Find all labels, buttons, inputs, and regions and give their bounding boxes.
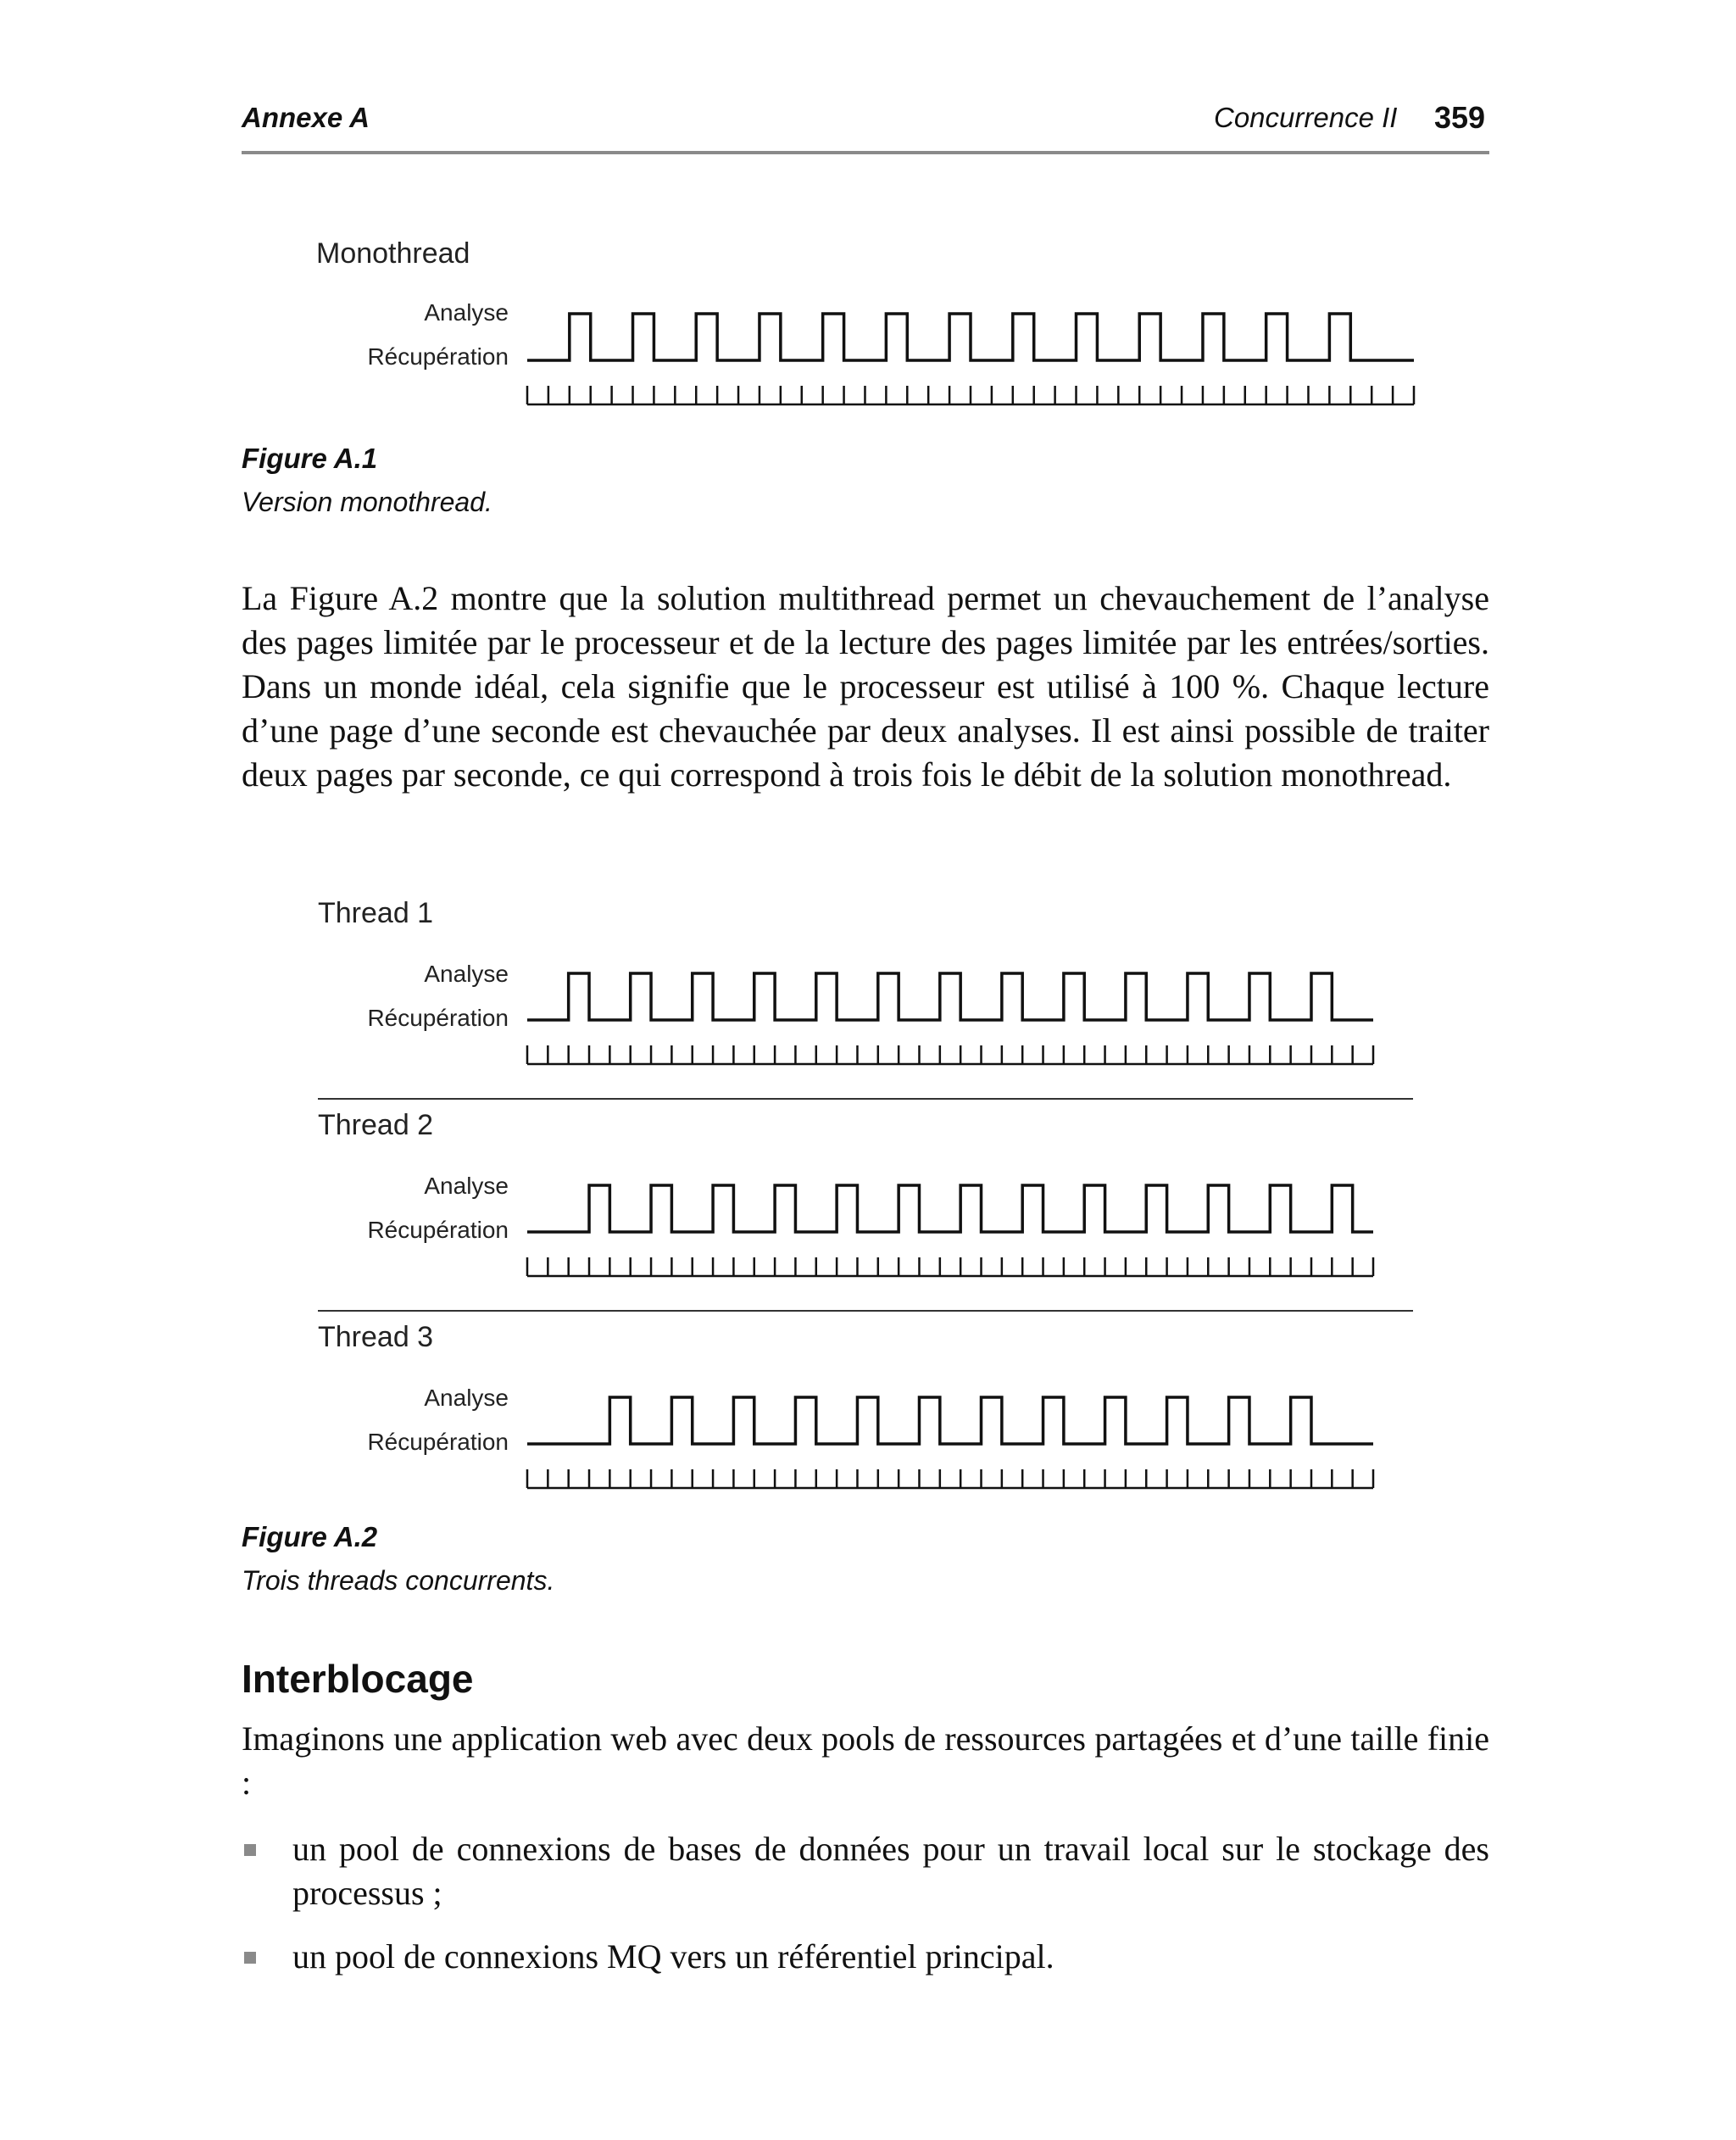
monothread-waveform	[527, 314, 1414, 360]
paragraph-interblocage: Imaginons une application web avec deux pools de ressources partagées et d’une taille finie :	[242, 1719, 1489, 1802]
thread-3-title: Thread 3	[318, 1321, 434, 1353]
running-header-title: Concurrence II	[1214, 102, 1398, 133]
figure-a1-caption-text: Version monothread.	[242, 487, 492, 517]
monothread-fetch-label: Récupération	[367, 343, 509, 370]
monothread-tick-ruler	[527, 386, 1414, 404]
thread-1-waveform	[527, 973, 1373, 1020]
section-title-interblocage: Interblocage	[242, 1657, 474, 1701]
thread-2-title: Thread 2	[318, 1109, 434, 1141]
bullet-item-2: un pool de connexions MQ vers un référentiel principal.	[292, 1937, 1054, 1976]
bullet-item-1: un pool de connexions de bases de données pour un travail local sur le stockage des processus ;	[292, 1830, 1489, 1912]
thread-3-tick-ruler	[527, 1469, 1373, 1488]
thread-2-tick-ruler	[527, 1257, 1373, 1276]
thread-2-waveform	[527, 1185, 1373, 1232]
thread-2-analysis-label: Analyse	[424, 1173, 509, 1199]
thread-3-analysis-label: Analyse	[424, 1385, 509, 1411]
thread-1-title: Thread 1	[318, 897, 434, 929]
thread-3-waveform	[527, 1397, 1373, 1444]
page-number: 359	[1434, 100, 1486, 135]
thread-1-analysis-label: Analyse	[424, 961, 509, 987]
figure-a1-caption-number: Figure A.1	[242, 443, 378, 474]
thread-1-fetch-label: Récupération	[367, 1005, 509, 1031]
paragraph-multithread: La Figure A.2 montre que la solution multithread permet un chevauchement de l’analyse des pages limitée par le processeur et de la lecture des pages limitée par les entrées/sorties. Dans un monde idéal, cela signifie que le processeur est utilisé à 100 %. Chaque lecture d’une page d’une seconde est chevauchée par deux analyses. Il est ainsi possible de traiter deux pages par seconde, ce qui correspond à trois fois le débit de la solution monothread.	[242, 579, 1489, 794]
thread-3-fetch-label: Récupération	[367, 1429, 509, 1455]
figure-a2-caption-text: Trois threads concurrents.	[242, 1565, 555, 1596]
monothread-title: Monothread	[316, 237, 470, 270]
running-header-chapter: Annexe A	[242, 102, 370, 133]
monothread-analysis-label: Analyse	[424, 299, 509, 326]
thread-1-tick-ruler	[527, 1045, 1373, 1064]
thread-2-fetch-label: Récupération	[367, 1217, 509, 1243]
figure-a2-caption-number: Figure A.2	[242, 1521, 378, 1552]
